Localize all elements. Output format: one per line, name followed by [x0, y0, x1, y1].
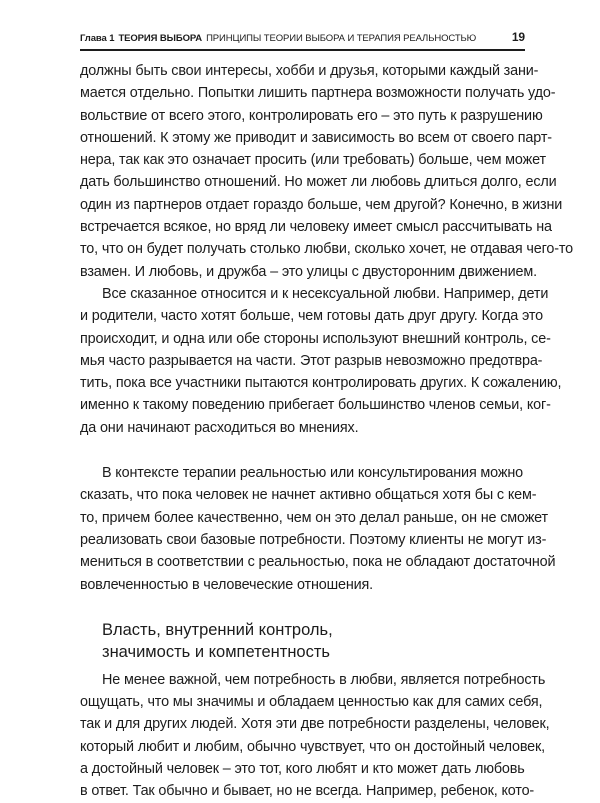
text-line: сказать, что пока человек не начнет активно общаться хотя бы с кем- — [80, 487, 537, 504]
paragraph — [80, 669, 550, 803]
running-header — [80, 30, 525, 44]
text-line: который любит и любим, обычно чувствует, что он достойный человек, — [80, 738, 546, 755]
text-line: мается отдельно. Попытки лишить партнера возможности получать удо- — [80, 85, 556, 102]
text-line: то, что он будет получать столько любви, сколько хочет, не отдавая чего-то — [80, 241, 573, 258]
section-title: ПРИНЦИПЫ ТЕОРИИ ВЫБОРА И ТЕРАПИЯ РЕАЛЬНОСТЬЮ — [206, 33, 477, 44]
text-line: реализовать свои базовые потребности. Поэтому клиенты не могут из- — [80, 531, 547, 548]
text-line: взамен. И любовь, и дружба – это улицы с двусторонним движением. — [80, 263, 537, 280]
text-line: дать большинство отношений. Но может ли любовь длиться долго, если — [80, 174, 557, 191]
text-line: именно к такому поведению прибегает большинство членов семьи, ког- — [80, 397, 551, 414]
text-line: да они начинают расходиться во мнениях. — [80, 419, 359, 436]
text-line: должны быть свои интересы, хобби и друзья, которыми каждый зани- — [80, 63, 539, 79]
text-line: в ответ. Так обычно и бывает, но не всегда. Например, ребенок, кото- — [80, 783, 535, 800]
text-line: Все сказанное относится и к несексуальной любви. Например, дети — [102, 285, 549, 302]
section-heading — [80, 619, 520, 663]
section-spacer — [80, 596, 520, 619]
paragraph — [80, 462, 556, 596]
header-rule — [80, 49, 525, 51]
text-line: тить, пока все участники пытаются контролировать других. К сожалению, — [80, 375, 562, 392]
text-line: а достойный человек – это тот, кого любят и кто может дать любовь — [80, 761, 525, 778]
text-line: мениться в соответствии с реальностью, пока не обладают достаточной — [80, 554, 556, 571]
paragraph-spacer — [80, 439, 520, 462]
text-line: мья часто разрывается на части. Этот разрыв невозможно предотвра- — [80, 352, 543, 369]
text-line: отношений. К этому же приводит и зависимость во всем от своего парт- — [80, 129, 552, 146]
text-line: встречается всякое, но вряд ли человеку имеет смысл рассчитывать на — [80, 219, 552, 236]
text-line: ощущать, что мы значимы и обладаем ценностью как для самих себя, — [80, 694, 543, 711]
page-body — [80, 60, 573, 803]
text-line: нера, так как это означает просить (или требовать) больше, чем может — [80, 152, 546, 169]
text-line: В контексте терапии реальностью или консультирования можно — [102, 465, 523, 482]
text-line: вовлеченностью в человеческие отношения. — [80, 576, 374, 593]
page-number: 19 — [511, 30, 525, 44]
text-line: так и для других людей. Хотя эти две потребности разделены, человек, — [80, 716, 550, 733]
text-line: и родители, часто хотят больше, чем готовы дать друг другу. Когда это — [80, 308, 543, 325]
paragraph — [80, 60, 573, 283]
heading-line: Власть, внутренний контроль, — [102, 620, 333, 639]
text-line: Не менее важной, чем потребность в любви, является потребность — [102, 671, 546, 688]
text-line: происходит, и одна или обе стороны используют внешний контроль, се- — [80, 330, 551, 347]
text-line: один из партнеров отдает гораздо больше, чем другой? Конечно, в жизни — [80, 196, 563, 213]
paragraph — [80, 283, 562, 439]
heading-line: значимость и компетентность — [102, 642, 331, 661]
chapter-title: ТЕОРИЯ ВЫБОРА — [118, 33, 203, 44]
text-line: то, причем более качественно, чем он это делал раньше, он не сможет — [80, 509, 548, 526]
chapter-label: Глава 1 — [80, 33, 115, 44]
text-line: вольствие от всего этого, контролировать его – это путь к разрушению — [80, 107, 543, 124]
